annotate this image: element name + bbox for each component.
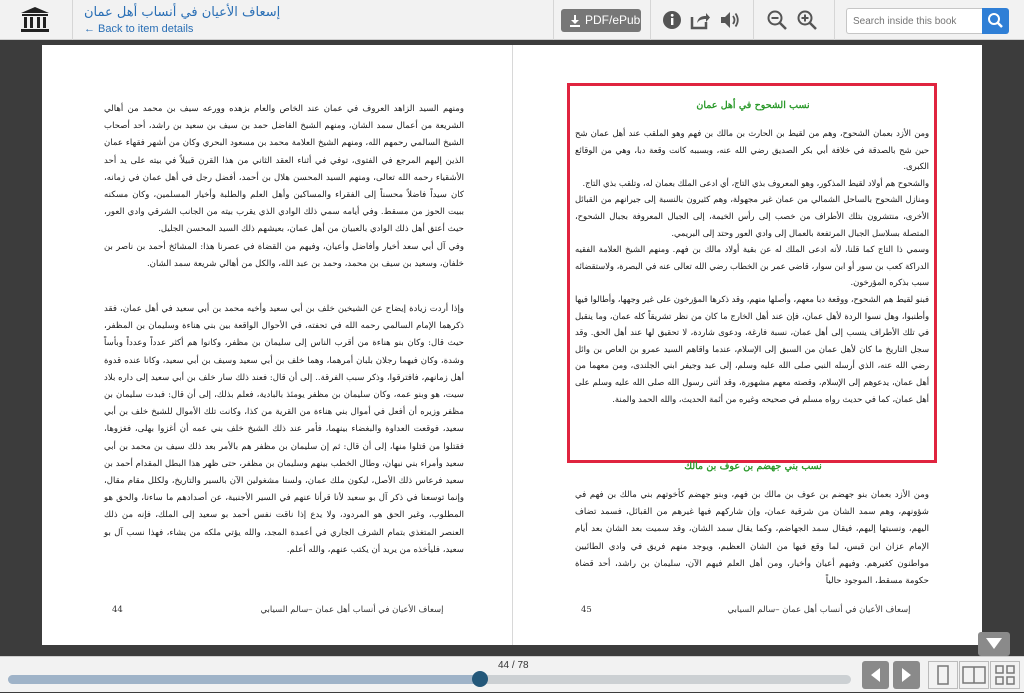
single-page-view-button[interactable] <box>928 661 958 689</box>
top-toolbar <box>0 0 1024 40</box>
pdf-epub-button[interactable] <box>561 9 641 32</box>
left-page-footer-title: إسعاف الأعيان في أنساب أهل عمان –سالم السيابي <box>260 605 444 615</box>
left-page-paragraph-1: ومنهم السيد الزاهد العروف في عمان عند الخاص والعام بزهده وورعه سيف بن محمد من أهالي الشريعة من أعمال سمد الشان، ومنهم الشيخ الفاضل حمد بن سيف بن سعيد بن راشد، أحد أصحاب الشيخ السالمي رحمهم الله، ومنهم الشيخ العلامة محمد بن مسعود البحري وكان من أشهر فقهاء عمان الذين إليهم المرجع في الفتوى، توفي في أثناء العقد الثاني من هذا القرن قبيلاً في بيته على يد أحد الأشقياء رحمه الله تعالى، ومنهم السيد المحسن هلال بن أحمد، أفضل رجل في أهل عمان في زمانه، كان سيداً فاضلاً محسناً إلى الفقراء والمساكين وأهل العلم والطلبة وأخيار المسلمين، وكان مسكنه ببيت الحوز من مسقط. وفي أيامه سمي ذلك الوادي الذي يقرب بيته من الجانب الشرقي وادي العور، حيث أعتق أهل ذلك الوادي بالعبيان من أهل عمان، بعيشهم ذلك السيد المحسن الجليل. وفي آل أبي سعد أخيار وأفاضل وأعيان، وفيهم من القضاة في عصرنا هذا: المشائخ أحمد بن ناصر بن خلفان، وسعيد بن سيف بن محمد، وحمد بن عبد الله، والكل من أهالي شريعة سمد الشان. <box>104 104 464 269</box>
search-button[interactable] <box>982 8 1009 34</box>
bottom-navigation-bar <box>0 656 1024 692</box>
next-page-icon <box>893 674 920 693</box>
back-to-item-link[interactable]: ← Back to item details <box>84 23 194 35</box>
audio-icon[interactable] <box>719 9 741 31</box>
toggle-toolbar-button[interactable] <box>978 632 1010 656</box>
right-page-number: 45 <box>581 605 592 615</box>
two-page-view-button[interactable] <box>959 661 989 689</box>
page-slider-fill <box>8 675 480 684</box>
page-slider-handle[interactable] <box>472 671 488 687</box>
zoom-in-icon[interactable] <box>796 9 818 31</box>
left-page-number: 44 <box>112 605 123 615</box>
page-counter: 44 / 78 <box>498 660 529 671</box>
book-page-right[interactable] <box>512 45 982 645</box>
thumbnail-view-button[interactable] <box>990 661 1020 689</box>
zoom-out-icon[interactable] <box>766 9 788 31</box>
next-page-button[interactable] <box>893 661 920 689</box>
two-page-view-icon <box>960 673 988 692</box>
pdf-epub-label: PDF/ePub <box>585 13 641 27</box>
info-icon[interactable] <box>661 9 683 31</box>
book-page-left[interactable] <box>42 45 512 645</box>
right-page-paragraph-1: ومن الأزد بعمان الشحوح، وهم من لقيط بن الحارث بن مالك بن فهم وهو الملقب عند أهل عمان شح حين شح بالصدقة في خلافة أبي بكر الصديق رضي الله عنه، وبسببه كانت وقعة دبا، وهي من الوقائع الكبرى. والشحوح هم أولاد لقيط المذكور، وهو المعروف بذي التاج، أي ادعى الملك بعمان له، وتلقب بذي التاج. ومنازل الشحوح بالساحل الشمالي من عمان غير مجهولة، وهم كثيرون بالنسبة إلى جيرانهم من القبائل الأخرى، منتشرون بتلك الأطراف من خصب إلى رأس الخيمة، إلى الجبال المعروفة بجبال الشحوح، المتصلة بسلاسل الجبال المرتفعة بالعمال إلى وادي العور وحتد إلى البريمي. وسمي ذا التاج كما قلنا، لأنه ادعى الملك له عن بقية أولاد مالك بن فهم. ومنهم الشيخ العلامة الفقيه الدراكة كعب بن سور أو ابن سوار، قاضي عمر بن الخطاب رضي الله تعالى عنه في البصرة، ولاستقضائه سبب بذكره المؤرخون. فبنو لقيط هم الشحوح، ووقعة دبا معهم، وأصلها منهم، وقد ذكرها المؤرخون على غير وجهها، وأطالوا فيها وأطنبوا، وهل نسوا الردة لأهل عمان، فإن عند أهل الخارج ما كان من نظر تشريقاً كله عمان، وما ينقبل في تلك الأطراف ينسب إلى أهل عمان، نسبة فارغة، ودعوى شاردة، لا تحقيق لها عند أهل الحق. وقد سجل التاريخ ما كان لأهل عمان من السبق إلى الإسلام، عندما واقاهم السيد عمرو بن العاص بن وائل رضي الله عنه، الذي أرسله النبي صلى الله عليه وسلم، إلى عبد وجيفر ابني الجلندى، ومن معهما من أهل عمان، يدعوهم إلى الإسلام، وقصته معهم مشهورة، وقد أثنى رسول الله صلى الله عليه وسلم على أهل عمان، كما في حديث رواه مسلم في صحيحه وغيره من أئمة الحديث، والله الحمد والمنة. <box>575 128 929 404</box>
right-page-footer-title: إسعاف الأعيان في أنساب أهل عمان –سالم السيابي <box>727 605 911 615</box>
section-heading-jahdam: نسب بني جهضم بن عوف بن مالك <box>684 461 822 472</box>
download-icon <box>568 13 582 36</box>
search-highlight-box <box>567 83 937 463</box>
left-page-paragraph-2: وإذا أردت زيادة إيضاح عن الشيخين خلف بن أبي سعيد وأخيه محمد بن أبي سعيد في أهل عمان، فقد ذكرهما الإمام السالمي رحمه الله في تحفته، في الأحوال الواقعة بين بني هناءة وسليمان بن المظفر، حيث قال: وكان بنو هناءة من أقرب الناس إلى سليمان بن مظفر، وكانوا هم أكثر عدداً وعدداً وبأساً وشدة، وكان فيهما رجلان بلبان أمرهما، وهما خلف بن أبي سعيد وسيف بن أبي سعيد، وكانا عنده قدوة أهل زمانهم، فافترقوا، وذكر سبب الفرقة.. إلى أن قال: فعند ذلك سار خلف بن أبي سعيد إلى داره بلاد سيت، هو وبنو عمه، وكان سليمان بن مظفر يومئذ بالبادية، فعلم بذلك، إلى أن قال: فبدت سليمان بن مظفر وزيره أن أفعل في أموال بني هناءة من القرية من كذا، وكانت تلك الأموال للشيخ خلف بن أبي سعيد، فوقعت العداوة والبغضاء بينهما، فأمر عند ذلك الشيخ خلف بني عمه أن أغزوا بهلى، فغزوها، فقتلوا من قتلوا منها، إلى أن قال: ثم إن سليمان بن مظفر هم بالأمر بعد ذلك سيف بن محمد بن أبي سعيد وأمراء بني نبهان، وطال الخطب بينهم وسليمان بن مظفر، حتى ظهر هذا البطل المقدام أحمد بن سعيد فرعاس ذلك الأصل، ليكون ملك عمان، ولسنا مشغولين الآن بالسير والتاريخ، ولكلل مقام مقال، وإنما توسعنا في ذكر آل بو سعيد لأنا قرأنا عنهم في السير الأجنبية، عن أصدادهم ما ساءنا، والحق هو المطلوب، وغير الحق هو المردود، ولا يدع إذا ناقت نفس أحمد بو سعيد إلى الملك، فإنه من ذلك العنصر المتغذي بتمام الشرف الجاري في أعمدة المجد، والله يؤتي ملكه من يشاء، فهذا نسب آل بو سعيد، فليأخذه من يريد أن يكتب عنهم، والله أعلم. <box>104 304 464 555</box>
thumbnail-view-icon <box>991 673 1019 692</box>
search-input[interactable] <box>846 8 982 34</box>
prev-page-icon <box>862 674 889 693</box>
page-slider[interactable] <box>8 675 851 684</box>
section-heading-shuhuh: نسب الشحوح في أهل عمان <box>696 100 810 111</box>
search-icon <box>982 19 1009 38</box>
library-logo-icon[interactable] <box>20 6 50 34</box>
prev-page-button[interactable] <box>862 661 889 689</box>
share-icon[interactable] <box>689 9 711 31</box>
right-page-paragraph-2: ومن الأزد بعمان بنو جهضم بن عوف بن مالك بن فهم، وبنو جهضم كأخوتهم بني مالك بن فهم في شؤونهم، وهم سمد الشان من شرقية عمان، وإن شاركهم فيها غيرهم من القبائل، فسمد تضاف اليهم، ونسبتها إليهم، فيقال سمد الجهاضم، وكما يقال سمد الشان، وقد سميت بعد الشان بعد أيام الإمام عزان ابن قيس، لما وقع فيها من الشان العظيم، ويوجد منهم فريق في وادي الطائيين مواطنون كغيرهم. وفيهم أعيان وأخيار، ومن أهل العلم فيهم الآن، سليمان بن راشد، أحد قضاة حكومة مسقط، الموجود حالياً <box>575 490 929 587</box>
book-title: إسعاف الأعيان في أنساب أهل عمان <box>84 5 281 20</box>
single-page-view-icon <box>929 673 957 692</box>
